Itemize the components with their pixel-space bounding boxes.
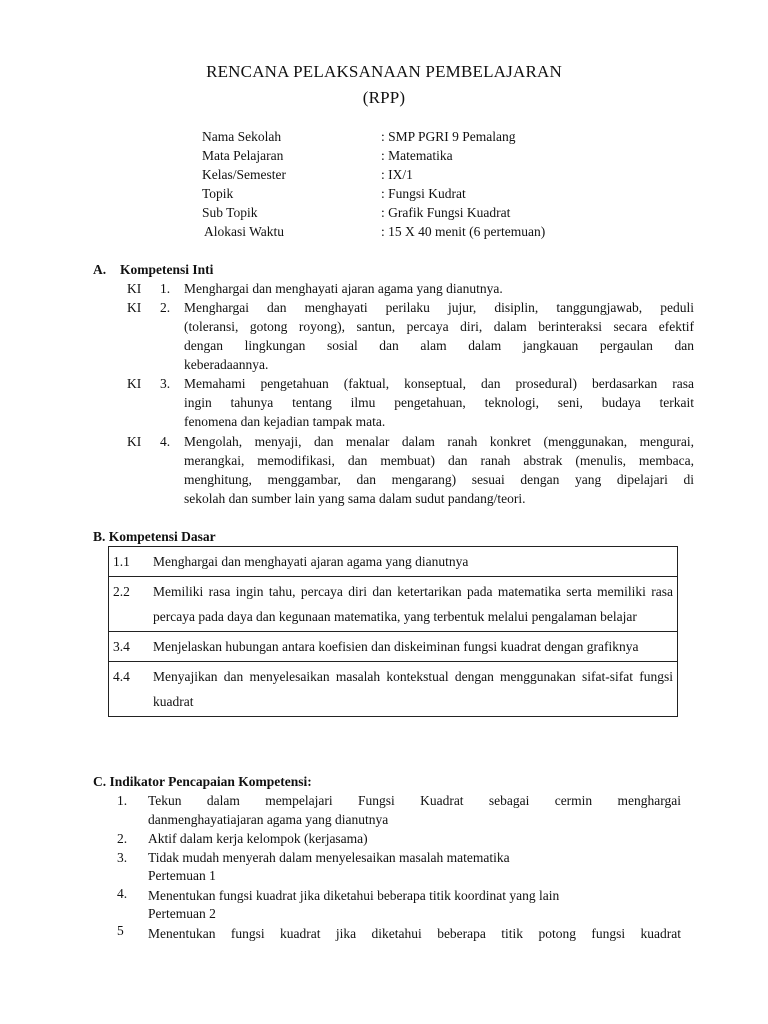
ki-text-line: Mengolah, menyaji, dan menalar dalam ranah konkret (menggunakan, mengurai, <box>184 434 694 449</box>
table-row <box>109 662 678 717</box>
document-title: RENCANA PELAKSANAAN PEMBELAJARAN <box>206 62 562 81</box>
section-c-heading: C. Indikator Pencapaian Kompetensi: <box>93 774 312 789</box>
ki-label: KI <box>127 376 142 391</box>
ki-text-line: (toleransi, gotong royong), santun, percaya diri, dalam berinteraksi secara efektif <box>184 319 694 334</box>
kd-number: 1.1 <box>109 547 150 577</box>
ki-text-line: keberadaannya. <box>184 357 269 372</box>
ki-text-line: sekolah dan sumber lain yang sama dalam sudut pandang/teori. <box>184 491 526 506</box>
table-row <box>109 547 678 577</box>
indikator-number: 4. <box>117 886 128 901</box>
label-sub-topik: Sub Topik <box>202 205 258 220</box>
ki-text-line: menghitung, menggambar, dan mengarang) sesuai dengan yang dipelajari di <box>184 472 694 487</box>
value-alokasi-waktu: : 15 X 40 menit (6 pertemuan) <box>381 224 546 239</box>
label-alokasi-waktu: Alokasi Waktu <box>204 224 285 239</box>
kd-number: 4.4 <box>109 662 150 717</box>
indikator-text-line: Tidak mudah menyerah dalam menyelesaikan masalah matematika <box>148 850 510 865</box>
ki-number: 4. <box>160 434 171 449</box>
indikator-number: 5 <box>117 923 124 938</box>
document-subtitle: (RPP) <box>362 88 406 107</box>
ki-text-line: merangkai, memodifikasi, dan membuat) dan ranah abstrak (menulis, membaca, <box>184 453 694 468</box>
indikator-text-line: danmenghayatiajaran agama yang dianutnya <box>148 812 389 827</box>
table-row <box>109 632 678 662</box>
indikator-number: 3. <box>117 850 128 865</box>
ki-label: KI <box>127 434 142 449</box>
kd-description: Menyajikan dan menyelesaikan masalah kontekstual dengan menggunakan sifat-sifat fungsi kuadrat <box>149 662 678 717</box>
indikator-number: 2. <box>117 831 128 846</box>
label-mata-pelajaran: Mata Pelajaran <box>202 148 284 163</box>
indikator-text-line: Menentukan fungsi kuadrat jika diketahui beberapa titik potong fungsi kuadrat <box>148 926 681 941</box>
kd-description: Menghargai dan menghayati ajaran agama yang dianutnya <box>149 547 678 577</box>
ki-text-line: dengan lingkungan sosial dan alam dalam jangkauan pergaulan dan <box>184 338 694 353</box>
label-kelas-semester: Kelas/Semester <box>202 167 286 182</box>
indikator-text-line: Menentukan fungsi kuadrat jika diketahui beberapa titik koordinat yang lain <box>148 888 560 903</box>
section-b-heading: B. Kompetensi Dasar <box>93 529 216 544</box>
label-nama-sekolah: Nama Sekolah <box>202 129 282 144</box>
value-kelas-semester: : IX/1 <box>381 167 413 182</box>
pertemuan-2-label: Pertemuan 2 <box>148 906 216 921</box>
indikator-text-line: Aktif dalam kerja kelompok (kerjasama) <box>148 831 368 846</box>
table-row <box>109 577 678 632</box>
section-a-letter: A. <box>93 262 107 277</box>
indikator-number: 1. <box>117 793 128 808</box>
ki-label: KI <box>127 281 142 296</box>
pertemuan-1-label: Pertemuan 1 <box>148 868 216 883</box>
value-nama-sekolah: : SMP PGRI 9 Pemalang <box>381 129 516 144</box>
value-topik: : Fungsi Kudrat <box>381 186 466 201</box>
ki-text-line: Menghargai dan menghayati perilaku jujur, disiplin, tanggungjawab, peduli <box>184 300 694 315</box>
indikator-text-line: Tekun dalam mempelajari Fungsi Kuadrat sebagai cermin menghargai <box>148 793 681 808</box>
kd-description: Menjelaskan hubungan antara koefisien dan diskeiminan fungsi kuadrat dengan grafiknya <box>149 632 678 662</box>
ki-text-line: Menghargai dan menghayati ajaran agama yang dianutnya. <box>184 281 503 296</box>
kompetensi-dasar-table <box>108 546 678 717</box>
ki-number: 2. <box>160 300 171 315</box>
ki-number: 1. <box>160 281 171 296</box>
kd-description: Memiliki rasa ingin tahu, percaya diri dan ketertarikan pada matematika serta memiliki rasa percaya pada daya dan kegunaan matematika, yang terbentuk melalui pengalaman belajar <box>149 577 678 632</box>
ki-text-line: fenomena dan kejadian tampak mata. <box>184 414 386 429</box>
value-sub-topik: : Grafik Fungsi Kuadrat <box>381 205 511 220</box>
ki-label: KI <box>127 300 142 315</box>
ki-text-line: Memahami pengetahuan (faktual, konseptual, dan prosedural) berdasarkan rasa <box>184 376 694 391</box>
kd-number: 2.2 <box>109 577 150 632</box>
section-a-heading: Kompetensi Inti <box>120 262 214 277</box>
ki-number: 3. <box>160 376 171 391</box>
ki-text-line: ingin tahunya tentang ilmu pengetahuan, teknologi, seni, budaya terkait <box>184 395 694 410</box>
kd-number: 3.4 <box>109 632 150 662</box>
value-mata-pelajaran: : Matematika <box>381 148 453 163</box>
label-topik: Topik <box>202 186 234 201</box>
